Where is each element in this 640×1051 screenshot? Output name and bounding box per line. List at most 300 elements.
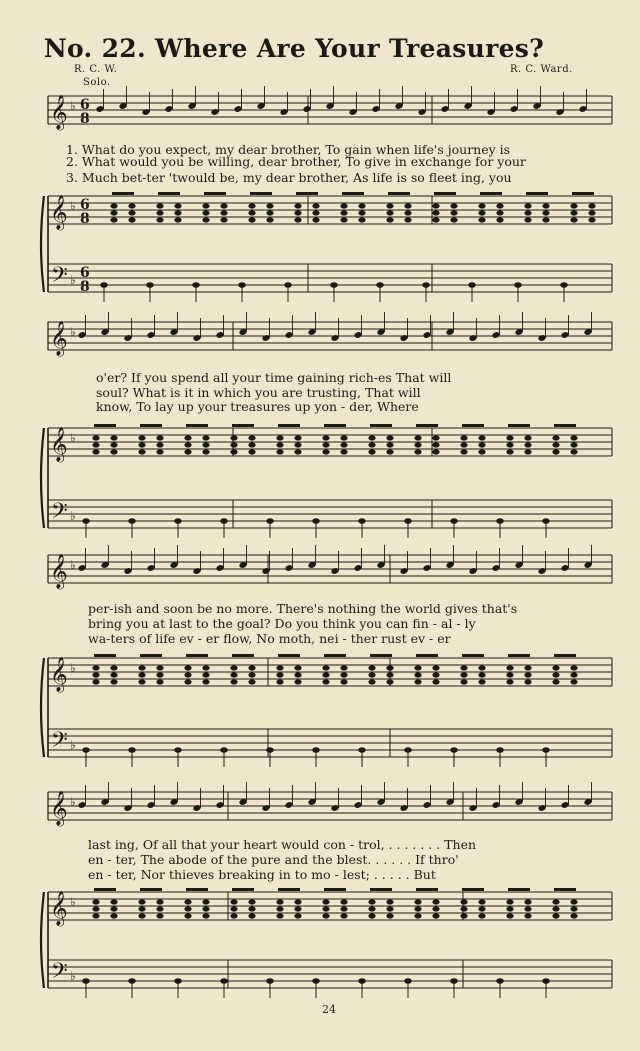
chord-note-head: [570, 203, 577, 208]
chord-note-head: [202, 435, 209, 440]
chord-note-head: [92, 672, 99, 677]
chord-note-head: [340, 217, 347, 222]
chord-note-head: [524, 435, 531, 440]
chord-note-head: [202, 449, 209, 454]
chord-note-head: [266, 217, 273, 222]
chord-note-head: [294, 203, 301, 208]
chord-note-head: [386, 442, 393, 447]
chord-note-head: [294, 672, 301, 677]
beam: [508, 654, 530, 657]
chord-note-head: [138, 435, 145, 440]
treble-clef-icon: 𝄞: [50, 427, 68, 462]
flat-icon: ♭: [70, 969, 76, 983]
chord-note-head: [414, 442, 421, 447]
brace: [41, 428, 44, 528]
chord-note-head: [248, 217, 255, 222]
chord-note-head: [220, 210, 227, 215]
chord-note-head: [496, 203, 503, 208]
chord-note-head: [184, 442, 191, 447]
beam: [434, 192, 456, 195]
chord-note-head: [404, 210, 411, 215]
chord-note-head: [92, 435, 99, 440]
brace: [41, 892, 44, 988]
time-signature: 6: [80, 265, 90, 281]
chord-note-head: [478, 217, 485, 222]
chord-note-head: [432, 435, 439, 440]
chord-note-head: [110, 203, 117, 208]
chord-note-head: [110, 906, 117, 911]
chord-note-head: [312, 217, 319, 222]
beam: [94, 424, 116, 427]
voice-label: Solo.: [83, 77, 111, 88]
chord-note-head: [138, 449, 145, 454]
beam: [508, 424, 530, 427]
beam: [572, 192, 594, 195]
chord-note-head: [414, 913, 421, 918]
beam: [370, 654, 392, 657]
beam: [508, 888, 530, 891]
chord-note-head: [184, 899, 191, 904]
chord-note-head: [340, 679, 347, 684]
chord-note-head: [386, 665, 393, 670]
chord-note-head: [552, 442, 559, 447]
chord-note-head: [506, 906, 513, 911]
lyric-line: bring you at last to the goal? Do you think you can fin - al - ly: [88, 616, 476, 631]
chord-note-head: [570, 906, 577, 911]
chord-note-head: [432, 899, 439, 904]
chord-note-head: [552, 899, 559, 904]
flat-icon: ♭: [70, 738, 76, 752]
chord-note-head: [202, 210, 209, 215]
chord-note-head: [202, 679, 209, 684]
chord-note-head: [432, 913, 439, 918]
page-number: 24: [322, 1003, 336, 1016]
beam: [388, 192, 410, 195]
chord-note-head: [322, 672, 329, 677]
beam: [250, 192, 272, 195]
chord-note-head: [414, 899, 421, 904]
chord-note-head: [460, 679, 467, 684]
beam: [232, 654, 254, 657]
chord-note-head: [570, 217, 577, 222]
chord-note-head: [156, 899, 163, 904]
beam: [186, 424, 208, 427]
chord-note-head: [386, 203, 393, 208]
chord-note-head: [432, 665, 439, 670]
chord-note-head: [368, 913, 375, 918]
chord-note-head: [312, 203, 319, 208]
chord-note-head: [138, 899, 145, 904]
chord-note-head: [156, 449, 163, 454]
chord-note-head: [230, 913, 237, 918]
chord-note-head: [460, 672, 467, 677]
chord-note-head: [450, 203, 457, 208]
brace: [41, 658, 44, 757]
bass-clef-icon: 𝄢: [51, 959, 68, 989]
chord-note-head: [110, 665, 117, 670]
treble-clef-icon: 𝄞: [50, 321, 68, 356]
chord-note-head: [340, 665, 347, 670]
chord-note-head: [230, 899, 237, 904]
chord-note-head: [340, 913, 347, 918]
chord-note-head: [340, 203, 347, 208]
chord-note-head: [552, 913, 559, 918]
chord-note-head: [322, 665, 329, 670]
chord-note-head: [524, 913, 531, 918]
brace: [41, 196, 44, 292]
bass-clef-icon: 𝄢: [51, 499, 68, 529]
chord-note-head: [138, 665, 145, 670]
chord-note-head: [294, 217, 301, 222]
chord-note-head: [184, 906, 191, 911]
chord-note-head: [542, 203, 549, 208]
beam: [278, 888, 300, 891]
chord-note-head: [340, 210, 347, 215]
beam: [480, 192, 502, 195]
chord-note-head: [138, 442, 145, 447]
chord-note-head: [404, 217, 411, 222]
beam: [416, 424, 438, 427]
beam: [140, 888, 162, 891]
chord-note-head: [506, 442, 513, 447]
chord-note-head: [552, 665, 559, 670]
lyric-line: 3. Much bet-ter 'twould be, my dear brother, As life is so fleet ing, you: [66, 170, 512, 185]
chord-note-head: [524, 906, 531, 911]
beam: [554, 888, 576, 891]
chord-note-head: [432, 217, 439, 222]
chord-note-head: [92, 449, 99, 454]
time-signature: 8: [80, 111, 90, 127]
lyric-line: know, To lay up your treasures up yon - der, Where: [96, 399, 419, 414]
chord-note-head: [552, 906, 559, 911]
chord-note-head: [588, 217, 595, 222]
chord-note-head: [248, 210, 255, 215]
chord-note-head: [588, 210, 595, 215]
beam: [416, 654, 438, 657]
chord-note-head: [294, 442, 301, 447]
chord-note-head: [156, 210, 163, 215]
chord-note-head: [404, 203, 411, 208]
chord-note-head: [248, 913, 255, 918]
chord-note-head: [202, 672, 209, 677]
time-signature: 6: [80, 197, 90, 213]
chord-note-head: [460, 442, 467, 447]
chord-note-head: [248, 672, 255, 677]
lyric-line: wa-ters of life ev - er flow, No moth, nei - ther rust ev - er: [88, 631, 451, 646]
chord-note-head: [294, 679, 301, 684]
chord-note-head: [478, 210, 485, 215]
chord-note-head: [340, 442, 347, 447]
chord-note-head: [386, 913, 393, 918]
chord-note-head: [184, 449, 191, 454]
chord-note-head: [340, 435, 347, 440]
chord-note-head: [524, 210, 531, 215]
chord-note-head: [322, 449, 329, 454]
chord-note-head: [138, 672, 145, 677]
beam: [186, 654, 208, 657]
chord-note-head: [524, 203, 531, 208]
chord-note-head: [460, 665, 467, 670]
chord-note-head: [230, 906, 237, 911]
chord-note-head: [230, 679, 237, 684]
chord-note-head: [266, 210, 273, 215]
chord-note-head: [184, 435, 191, 440]
chord-note-head: [524, 449, 531, 454]
lyric-line: 2. What would you be willing, dear brother, To give in exchange for your: [66, 154, 526, 169]
chord-note-head: [340, 672, 347, 677]
chord-note-head: [570, 665, 577, 670]
beam: [140, 654, 162, 657]
chord-note-head: [230, 449, 237, 454]
chord-note-head: [110, 210, 117, 215]
chord-note-head: [248, 203, 255, 208]
chord-note-head: [230, 665, 237, 670]
chord-note-head: [432, 449, 439, 454]
chord-note-head: [506, 679, 513, 684]
chord-note-head: [92, 442, 99, 447]
chord-note-head: [92, 679, 99, 684]
chord-note-head: [524, 672, 531, 677]
chord-note-head: [184, 665, 191, 670]
chord-note-head: [322, 899, 329, 904]
treble-clef-icon: 𝄞: [50, 95, 68, 130]
chord-note-head: [202, 442, 209, 447]
lyric-line: per-ish and soon be no more. There's nothing the world gives that's: [88, 601, 518, 616]
chord-note-head: [322, 435, 329, 440]
chord-note-head: [552, 679, 559, 684]
chord-note-head: [110, 899, 117, 904]
treble-clef-icon: 𝄞: [50, 554, 68, 589]
lyric-line: en - ter, The abode of the pure and the blest. . . . . . If thro': [88, 852, 459, 867]
chord-note-head: [570, 449, 577, 454]
chord-note-head: [506, 665, 513, 670]
chord-note-head: [552, 449, 559, 454]
flat-icon: ♭: [70, 795, 76, 809]
chord-note-head: [156, 217, 163, 222]
chord-note-head: [450, 210, 457, 215]
flat-icon: ♭: [70, 273, 76, 287]
chord-note-head: [110, 217, 117, 222]
chord-note-head: [248, 665, 255, 670]
chord-note-head: [276, 913, 283, 918]
chord-note-head: [322, 679, 329, 684]
chord-note-head: [368, 442, 375, 447]
lyric-line: last ing, Of all that your heart would con - trol, . . . . . . . Then: [88, 837, 477, 852]
chord-note-head: [110, 679, 117, 684]
flat-icon: ♭: [70, 558, 76, 572]
chord-note-head: [478, 899, 485, 904]
time-signature: 6: [80, 97, 90, 113]
chord-note-head: [570, 913, 577, 918]
chord-note-head: [506, 899, 513, 904]
treble-clef-icon: 𝄞: [50, 891, 68, 926]
chord-note-head: [276, 442, 283, 447]
chord-note-head: [248, 679, 255, 684]
chord-note-head: [570, 435, 577, 440]
treble-clef-icon: 𝄞: [50, 195, 68, 230]
chord-note-head: [340, 906, 347, 911]
chord-note-head: [276, 449, 283, 454]
chord-note-head: [156, 679, 163, 684]
beam: [278, 424, 300, 427]
beam: [554, 424, 576, 427]
chord-note-head: [432, 210, 439, 215]
chord-note-head: [496, 210, 503, 215]
flat-icon: ♭: [70, 431, 76, 445]
chord-note-head: [156, 442, 163, 447]
chord-note-head: [506, 449, 513, 454]
chord-note-head: [110, 449, 117, 454]
beam: [204, 192, 226, 195]
chord-note-head: [478, 672, 485, 677]
flat-icon: ♭: [70, 99, 76, 113]
chord-note-head: [128, 217, 135, 222]
chord-note-head: [248, 435, 255, 440]
chord-note-head: [524, 442, 531, 447]
chord-note-head: [248, 442, 255, 447]
chord-note-head: [294, 899, 301, 904]
chord-note-head: [478, 913, 485, 918]
chord-note-head: [414, 672, 421, 677]
chord-note-head: [322, 442, 329, 447]
chord-note-head: [368, 672, 375, 677]
flat-icon: ♭: [70, 509, 76, 523]
chord-note-head: [478, 449, 485, 454]
chord-note-head: [156, 435, 163, 440]
beam: [324, 424, 346, 427]
chord-note-head: [248, 899, 255, 904]
chord-note-head: [478, 665, 485, 670]
chord-note-head: [312, 210, 319, 215]
chord-note-head: [184, 672, 191, 677]
chord-note-head: [506, 672, 513, 677]
chord-note-head: [276, 679, 283, 684]
chord-note-head: [248, 906, 255, 911]
flat-icon: ♭: [70, 895, 76, 909]
bass-clef-icon: 𝄢: [51, 728, 68, 758]
chord-note-head: [386, 906, 393, 911]
chord-note-head: [174, 210, 181, 215]
chord-note-head: [294, 449, 301, 454]
lyricist-credit: R. C. W.: [74, 64, 118, 75]
chord-note-head: [220, 203, 227, 208]
chord-note-head: [552, 435, 559, 440]
chord-note-head: [92, 906, 99, 911]
chord-note-head: [524, 665, 531, 670]
beam: [526, 192, 548, 195]
chord-note-head: [450, 217, 457, 222]
beam: [186, 888, 208, 891]
beam: [416, 888, 438, 891]
chord-note-head: [524, 679, 531, 684]
chord-note-head: [202, 913, 209, 918]
chord-note-head: [368, 906, 375, 911]
chord-note-head: [110, 442, 117, 447]
time-signature: 8: [80, 279, 90, 295]
chord-note-head: [478, 203, 485, 208]
chord-note-head: [322, 906, 329, 911]
chord-note-head: [460, 906, 467, 911]
beam: [94, 888, 116, 891]
treble-clef-icon: 𝄞: [50, 657, 68, 692]
chord-note-head: [414, 435, 421, 440]
chord-note-head: [174, 217, 181, 222]
chord-note-head: [202, 899, 209, 904]
beam: [112, 192, 134, 195]
song-title: No. 22. Where Are Your Treasures?: [43, 34, 545, 63]
chord-note-head: [368, 679, 375, 684]
chord-note-head: [128, 203, 135, 208]
chord-note-head: [248, 449, 255, 454]
chord-note-head: [266, 203, 273, 208]
chord-note-head: [570, 899, 577, 904]
beam: [554, 654, 576, 657]
chord-note-head: [368, 899, 375, 904]
lyric-line: o'er? If you spend all your time gaining rich-es That will: [96, 370, 452, 385]
chord-note-head: [570, 210, 577, 215]
chord-note-head: [386, 210, 393, 215]
beam: [462, 424, 484, 427]
chord-note-head: [156, 203, 163, 208]
beam: [232, 424, 254, 427]
treble-clef-icon: 𝄞: [50, 791, 68, 826]
chord-note-head: [184, 679, 191, 684]
beam: [370, 888, 392, 891]
beam: [342, 192, 364, 195]
chord-note-head: [92, 913, 99, 918]
chord-note-head: [358, 210, 365, 215]
lyric-line: 1. What do you expect, my dear brother, To gain when life's journey is: [66, 142, 511, 157]
flat-icon: ♭: [70, 325, 76, 339]
chord-note-head: [386, 435, 393, 440]
chord-note-head: [276, 665, 283, 670]
chord-note-head: [156, 913, 163, 918]
chord-note-head: [294, 665, 301, 670]
chord-note-head: [460, 913, 467, 918]
chord-note-head: [414, 679, 421, 684]
chord-note-head: [276, 899, 283, 904]
beam: [278, 654, 300, 657]
chord-note-head: [570, 672, 577, 677]
chord-note-head: [202, 906, 209, 911]
chord-note-head: [156, 665, 163, 670]
chord-note-head: [368, 435, 375, 440]
lyric-line: en - ter, Nor thieves breaking in to mo - lest; . . . . . But: [88, 867, 436, 882]
chord-note-head: [184, 913, 191, 918]
chord-note-head: [110, 672, 117, 677]
chord-note-head: [276, 435, 283, 440]
chord-note-head: [496, 217, 503, 222]
chord-note-head: [386, 679, 393, 684]
beam: [232, 888, 254, 891]
chord-note-head: [432, 672, 439, 677]
chord-note-head: [506, 913, 513, 918]
bass-clef-icon: 𝄢: [51, 263, 68, 293]
flat-icon: ♭: [70, 661, 76, 675]
chord-note-head: [294, 210, 301, 215]
chord-note-head: [294, 913, 301, 918]
chord-note-head: [230, 672, 237, 677]
chord-note-head: [340, 449, 347, 454]
beam: [296, 192, 318, 195]
chord-note-head: [110, 435, 117, 440]
chord-note-head: [478, 679, 485, 684]
chord-note-head: [294, 906, 301, 911]
chord-note-head: [386, 672, 393, 677]
chord-note-head: [478, 435, 485, 440]
chord-note-head: [92, 665, 99, 670]
chord-note-head: [202, 203, 209, 208]
